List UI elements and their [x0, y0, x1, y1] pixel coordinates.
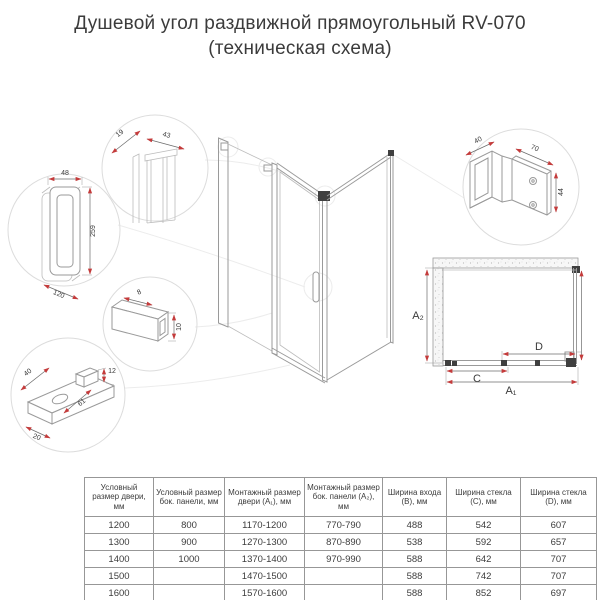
- plan-view: [412, 258, 581, 397]
- table-cell: 1400: [85, 551, 154, 568]
- table-cell: 657: [521, 534, 597, 551]
- table-cell: 588: [383, 568, 447, 585]
- plan-c-label: C: [473, 373, 481, 385]
- table-cell: 970-990: [305, 551, 383, 568]
- technical-diagram: [0, 65, 600, 475]
- bracket-height-label: 44: [558, 188, 565, 196]
- page-title: [0, 11, 600, 61]
- bracket-width-label: 40: [473, 135, 484, 146]
- table-header-row: [85, 478, 597, 517]
- table-cell: 588: [383, 585, 447, 600]
- table-cell: 1300: [85, 534, 154, 551]
- main-isometric-view: [219, 138, 395, 383]
- guide-dim-b-label: 61: [76, 397, 88, 409]
- detail-top-profile: [102, 115, 208, 223]
- table-cell: 488: [383, 517, 447, 534]
- top-profile-drawing: [133, 149, 177, 223]
- profile-width-label: 43: [161, 131, 172, 140]
- table-header-cell: Условный размер бок. панели, мм: [154, 478, 225, 517]
- table-header-cell: Монтажный размер двери (A₁), мм: [225, 478, 305, 517]
- table-cell: 1200: [85, 517, 154, 534]
- guide-dim-a-label: 40: [22, 367, 34, 378]
- table-header-cell: Условный размер двери, мм: [85, 478, 154, 517]
- table-cell: 607: [521, 517, 597, 534]
- table-cell: 1500: [85, 568, 154, 585]
- table-cell: 1000: [154, 551, 225, 568]
- table-cell: 707: [521, 551, 597, 568]
- plan-d-label: D: [535, 341, 543, 353]
- table-cell: 742: [447, 568, 521, 585]
- table-cell: 1270-1300: [225, 534, 305, 551]
- table-cell: 1170-1200: [225, 517, 305, 534]
- handle-drawing: [42, 187, 80, 281]
- handle-depth-label: 120: [51, 289, 66, 301]
- tube-depth-label: 8: [136, 288, 143, 297]
- guide-height-label: 12: [108, 368, 116, 375]
- table-cell: 770-790: [305, 517, 383, 534]
- table-cell: 588: [383, 551, 447, 568]
- detail-handle: [8, 170, 120, 300]
- table-header-cell: Ширина входа (B), мм: [383, 478, 447, 517]
- table-row: [85, 568, 597, 585]
- detail-corner-bracket: [463, 129, 579, 245]
- table-cell: [154, 585, 225, 600]
- page-title-line2: (техническая схема): [208, 38, 392, 60]
- table-row: [85, 585, 597, 600]
- size-table: [84, 477, 597, 600]
- bracket-length-label: 70: [529, 143, 540, 154]
- table-cell: 697: [521, 585, 597, 600]
- table-cell: 542: [447, 517, 521, 534]
- table-cell: 852: [447, 585, 521, 600]
- page-title-line1: Душевой угол раздвижной прямоугольный RV-070: [74, 13, 526, 34]
- table-row: [85, 517, 597, 534]
- table-row: [85, 551, 597, 568]
- table-cell: [305, 568, 383, 585]
- table-row: [85, 534, 597, 551]
- plan-a1-label: A₁: [505, 385, 517, 397]
- table-cell: 800: [154, 517, 225, 534]
- table-cell: 592: [447, 534, 521, 551]
- table-cell: [305, 585, 383, 600]
- table-cell: 1370-1400: [225, 551, 305, 568]
- plan-a2-label: A₂: [412, 310, 424, 322]
- leader-lines: [118, 137, 464, 388]
- detail-bottom-guide: [11, 338, 125, 452]
- table-cell: 642: [447, 551, 521, 568]
- table-cell: 707: [521, 568, 597, 585]
- profile-thickness-label: 19: [114, 128, 126, 139]
- table-cell: 1570-1600: [225, 585, 305, 600]
- table-cell: 1470-1500: [225, 568, 305, 585]
- table-cell: [154, 568, 225, 585]
- tube-drawing: [112, 300, 168, 341]
- table-header-cell: Ширина стекла (C), мм: [447, 478, 521, 517]
- table-cell: 1600: [85, 585, 154, 600]
- table-header-cell: Ширина стекла (D), мм: [521, 478, 597, 517]
- table-header-cell: Монтажный размер бок. панели (A₂), мм: [305, 478, 383, 517]
- table-cell: 870-890: [305, 534, 383, 551]
- table-cell: 538: [383, 534, 447, 551]
- handle-height-label: 259: [90, 225, 97, 237]
- bracket-drawing: [470, 151, 551, 215]
- table-cell: 900: [154, 534, 225, 551]
- guide-width-label: 20: [31, 432, 42, 443]
- guide-drawing: [28, 368, 114, 424]
- detail-tube: [103, 277, 197, 371]
- handle-width-label: 48: [61, 170, 69, 177]
- tube-height-label: 10: [176, 323, 183, 331]
